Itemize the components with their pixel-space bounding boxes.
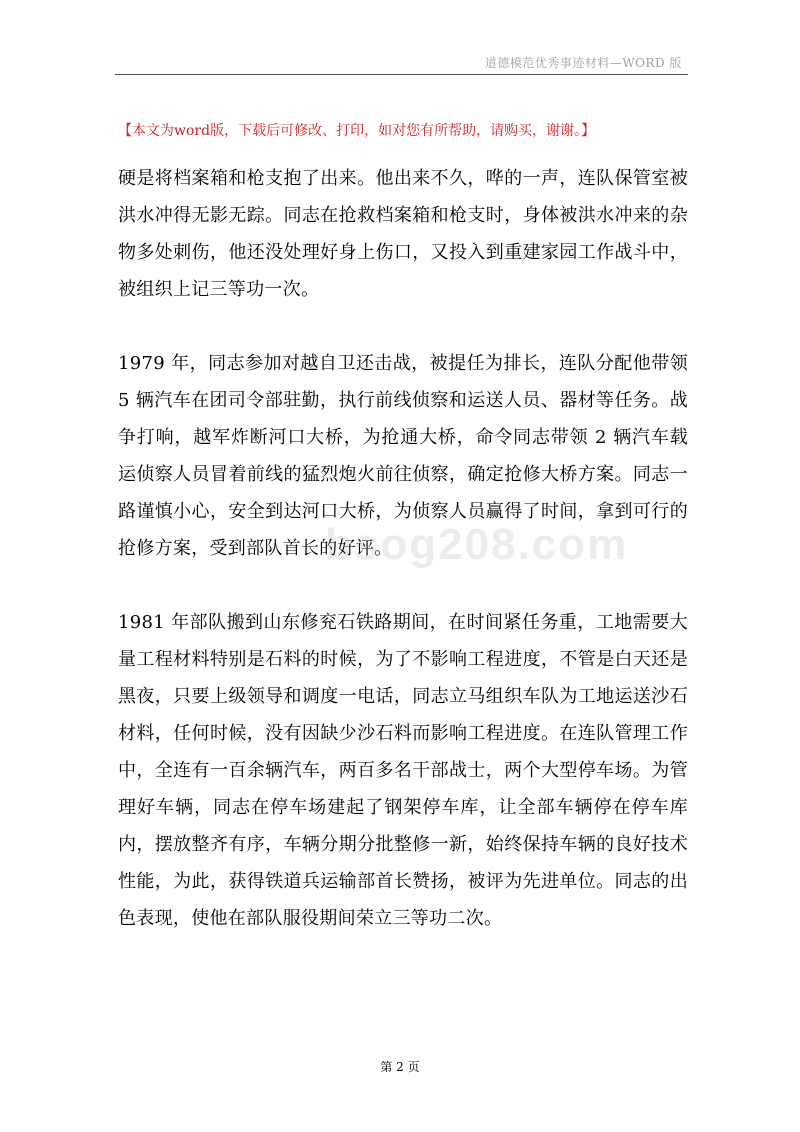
body-paragraph: 1981 年部队搬到山东修兖石铁路期间，在时间紧任务重，工地需要大量工程材料特别是石料的时候，为了不影响工程进度，不管是白天还是黑夜，只要上级领导和调度一电话，同志立马组织车队为工地运送沙石材料，任何时候，没有因缺少沙石料而影响工程进度。在连队管理工作中，全连有一百余辆汽车，两百多名干部战士，两个大型停车场。为管理好车辆，同志在停车场建起了钢架停车库，让全部车辆停在停车库内，摆放整齐有序，车辆分期分批整修一新，始终保持车辆的良好技术性能，为此，获得铁道兵运输部首长赞扬，被评为先进单位。同志的出色表现，使他在部队服役期间荣立三等功二次。	[118, 612, 688, 929]
download-notice: 【本文为word版，下载后可修改、打印，如对您有所帮助，请购买，谢谢。】	[118, 123, 596, 139]
body-paragraph: 1979 年，同志参加对越自卫还击战，被提任为排长，连队分配他带领 5 辆汽车在团司令部驻勤，执行前线侦察和运送人员、器材等任务。战争打响，越军炸断河口大桥，为抢通大桥，命令同志带领 2 辆汽车载运侦察人员冒着前线的猛烈炮火前往侦察，确定抢修大桥方案。同志一路谨慎小心，安全到达河口大桥，为侦察人员赢得了时间，拿到可行的抢修方案，受到部队首长的好评。	[118, 353, 688, 559]
watermark: bsog208.com	[325, 520, 629, 569]
header-divider	[115, 74, 688, 75]
page-number: 第 2 页	[380, 1060, 420, 1074]
page-header: 道德模范优秀事迹材料—WORD 版	[484, 56, 682, 70]
body-paragraph: 硬是将档案箱和枪支抱了出来。他出来不久，哗的一声，连队保管室被洪水冲得无影无踪。同志在抢救档案箱和枪支时，身体被洪水冲来的杂物多处刺伤，他还没处理好身上伤口，又投入到重建家园工作战斗中，被组织上记三等功一次。	[118, 168, 688, 300]
